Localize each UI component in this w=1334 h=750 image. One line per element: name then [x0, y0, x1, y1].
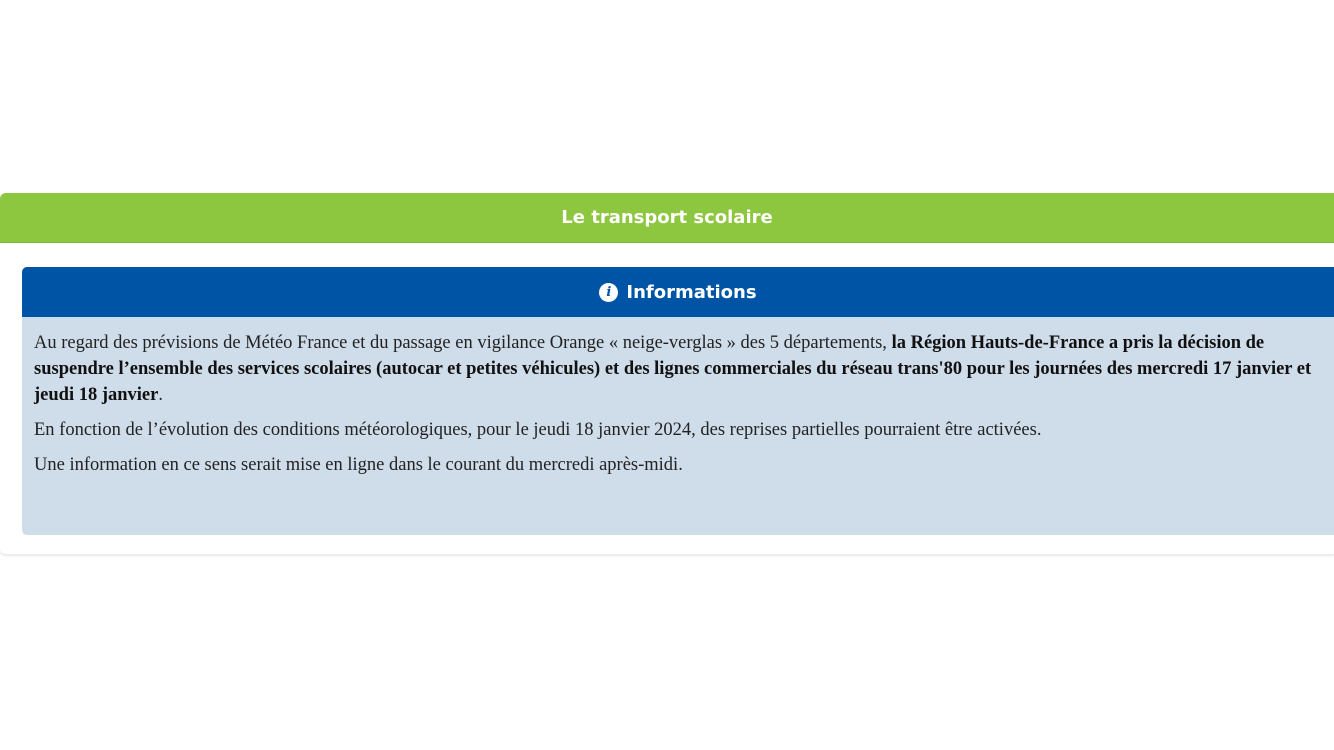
- information-title: Informations: [626, 281, 757, 303]
- section-title: Le transport scolaire: [0, 193, 1334, 243]
- school-transport-section: [0, 193, 1334, 555]
- information-header: [22, 267, 1334, 317]
- information-panel: [22, 267, 1334, 535]
- paragraph-tail-text: .: [158, 385, 163, 405]
- paragraph-lead-text: Au regard des prévisions de Météo France et du passage en vigilance Orange « neige-verglas » des 5 départements,: [34, 333, 892, 353]
- information-paragraph: En fonction de l’évolution des conditions météorologiques, pour le jeudi 18 janvier 2024, des reprises partielles pourraient être activées.: [34, 420, 1042, 440]
- info-circle-icon: i: [599, 283, 618, 302]
- information-paragraph: [34, 330, 1322, 408]
- information-body: [22, 317, 1334, 478]
- paragraph-bold-text: la Région Hauts-de-France a pris la décision de suspendre l’ensemble des services scolaires (autocar et petites véhicules) et des lignes commerciales du réseau trans'80 pour les journées des mercredi 17 janvier et jeudi 18 janvier: [34, 333, 1312, 405]
- information-paragraph: Une information en ce sens serait mise en ligne dans le courant du mercredi après-midi.: [34, 455, 683, 475]
